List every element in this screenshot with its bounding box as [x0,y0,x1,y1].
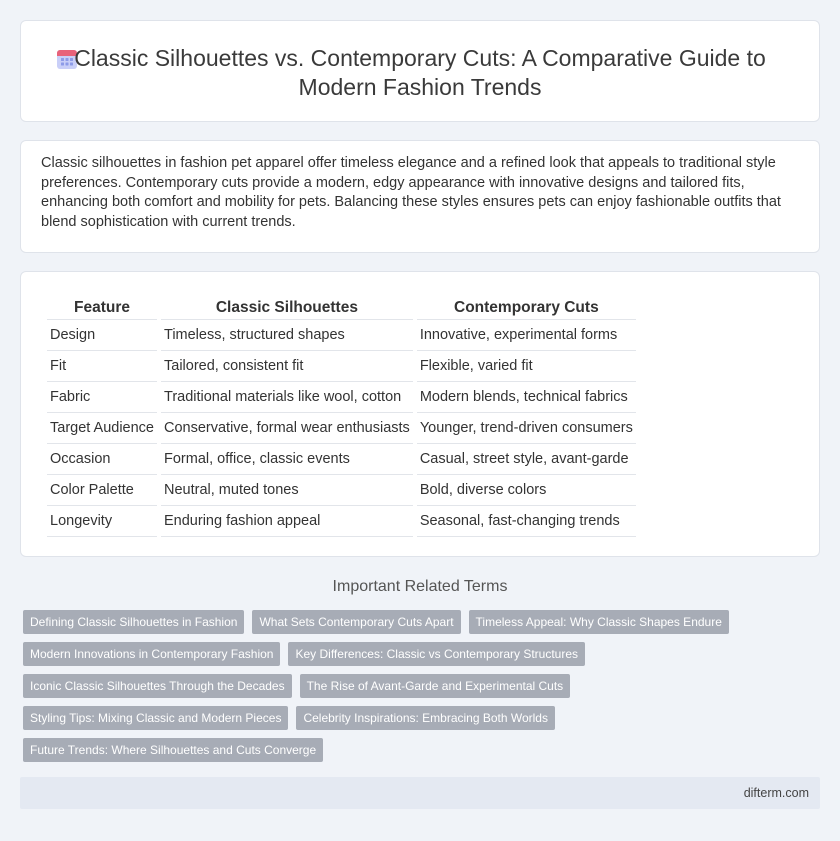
table-cell-feature: Occasion [47,444,157,475]
table-cell-classic: Formal, office, classic events [161,444,413,475]
table-cell-classic: Traditional materials like wool, cotton [161,382,413,413]
related-term-tag[interactable]: Styling Tips: Mixing Classic and Modern Pieces [23,706,288,730]
table-cell-classic: Neutral, muted tones [161,475,413,506]
table-cell-feature: Longevity [47,506,157,537]
table-cell-contemporary: Innovative, experimental forms [417,320,636,351]
table-cell-classic: Enduring fashion appeal [161,506,413,537]
table-row [47,506,636,537]
table-row [47,475,636,506]
comparison-table-card [20,271,820,557]
related-term-tag[interactable]: Modern Innovations in Contemporary Fashion [23,642,280,666]
table-cell-feature: Design [47,320,157,351]
table-cell-contemporary: Bold, diverse colors [417,475,636,506]
table-row [47,444,636,475]
related-term-tag[interactable]: Defining Classic Silhouettes in Fashion [23,610,244,634]
related-term-tag[interactable]: Future Trends: Where Silhouettes and Cuts Converge [23,738,323,762]
related-term-tag[interactable]: Timeless Appeal: Why Classic Shapes Endure [469,610,729,634]
column-header-contemporary: Contemporary Cuts [417,296,636,320]
table-cell-contemporary: Younger, trend-driven consumers [417,413,636,444]
related-term-tag[interactable]: What Sets Contemporary Cuts Apart [252,610,460,634]
table-cell-feature: Target Audience [47,413,157,444]
related-terms-list [23,610,803,762]
footer-site-link[interactable]: difterm.com [743,786,809,800]
page-title: Classic Silhouettes vs. Contemporary Cuts: A Comparative Guide to Modern Fashion Trends [74,45,766,100]
table-cell-contemporary: Flexible, varied fit [417,351,636,382]
table-cell-feature: Fabric [47,382,157,413]
table-cell-feature: Fit [47,351,157,382]
table-row [47,382,636,413]
intro-card [20,140,820,253]
related-term-tag[interactable]: Celebrity Inspirations: Embracing Both Worlds [296,706,555,730]
comparison-table [43,296,640,537]
table-row [47,413,636,444]
table-cell-contemporary: Casual, street style, avant-garde [417,444,636,475]
table-row [47,320,636,351]
related-term-tag[interactable]: Iconic Classic Silhouettes Through the Decades [23,674,292,698]
table-cell-contemporary: Modern blends, technical fabrics [417,382,636,413]
header-card [20,20,820,122]
column-header-feature: Feature [47,296,157,320]
table-cell-contemporary: Seasonal, fast-changing trends [417,506,636,537]
table-header-row [47,296,636,320]
table-cell-classic: Conservative, formal wear enthusiasts [161,413,413,444]
footer [20,777,820,809]
table-cell-feature: Color Palette [47,475,157,506]
related-term-tag[interactable]: The Rise of Avant-Garde and Experimental Cuts [300,674,571,698]
table-cell-classic: Timeless, structured shapes [161,320,413,351]
intro-paragraph: Classic silhouettes in fashion pet apparel offer timeless elegance and a refined look that appeals to traditional style preferences. Contemporary cuts provide a modern, edgy appearance with innovative designs and tailored fits, enhancing both comfort and mobility for pets. Balancing these styles ensures pets can enjoy fashionable outfits that blend sophistication with current trends. [41,155,781,230]
table-row [47,351,636,382]
table-cell-classic: Tailored, consistent fit [161,351,413,382]
related-terms-heading: Important Related Terms [332,578,508,595]
related-term-tag[interactable]: Key Differences: Classic vs Contemporary Structures [288,642,585,666]
column-header-classic: Classic Silhouettes [161,296,413,320]
